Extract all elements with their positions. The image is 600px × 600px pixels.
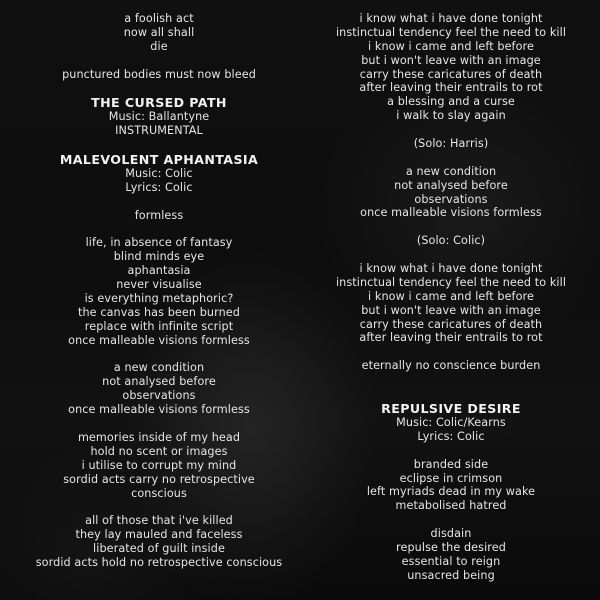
lyric-stanza [306, 359, 596, 373]
lyric-line: die [150, 39, 168, 53]
lyric-line: eternally no conscience burden [361, 359, 541, 373]
lyric-line: left myriads dead in my wake [366, 485, 536, 499]
lyric-line: formless [134, 208, 184, 222]
right-lyrics-column [306, 12, 596, 583]
song-header-repulsive-desire [306, 401, 596, 444]
lyric-line: sordid acts hold no retrospective conscious [35, 555, 283, 569]
lyric-line: eclipse in crimson [399, 471, 503, 485]
song-header-cursed-path [14, 95, 304, 138]
song-title: REPULSIVE DESIRE [381, 400, 521, 416]
lyric-stanza [14, 236, 304, 347]
lyric-line: branded side [413, 457, 489, 471]
song-title: THE CURSED PATH [91, 95, 227, 111]
lyric-line: liberated of guilt inside [93, 542, 225, 556]
lyric-stanza [306, 527, 596, 583]
lyric-line: aphantasia [127, 264, 191, 278]
lyric-line: a foolish act [124, 12, 194, 25]
lyric-line: after leaving their entrails to rot [359, 81, 543, 95]
lyric-line: i know what i have done tonight [359, 12, 543, 25]
lyric-stanza [14, 209, 304, 223]
lyric-stanza [306, 458, 596, 514]
lyric-line: hold no scent or images [90, 444, 228, 458]
lyric-line: punctured bodies must now bleed [62, 67, 256, 81]
solo-credit [306, 137, 596, 151]
lyric-line: the canvas has been burned [78, 305, 240, 319]
song-credit: Music: Colic/Kearns [396, 415, 506, 429]
solo-credit [306, 234, 596, 248]
lyric-line: i know what i have done tonight [359, 262, 543, 276]
lyric-stanza [14, 12, 304, 54]
lyric-line: (Solo: Colic) [416, 234, 486, 248]
song-credit: Music: Ballantyne [108, 110, 210, 124]
lyric-line: (Solo: Harris) [413, 137, 489, 151]
lyric-line: instinctual tendency feel the need to kill [335, 25, 567, 39]
lyric-stanza [306, 165, 596, 221]
lyric-line: carry these caricatures of death [359, 67, 543, 81]
lyric-line: conscious [131, 486, 187, 500]
lyric-line: i know i came and left before [368, 39, 534, 53]
lyric-line: but i won't leave with an image [361, 53, 541, 67]
lyric-line: i know i came and left before [368, 289, 534, 303]
lyric-line: instinctual tendency feel the need to kill [335, 275, 567, 289]
lyric-line: but i won't leave with an image [361, 303, 541, 317]
lyric-line: a new condition [405, 164, 497, 178]
lyric-line: sordid acts carry no retrospective [63, 472, 255, 486]
lyric-line: repulse the desired [396, 540, 506, 554]
lyric-line: once malleable visions formless [68, 403, 250, 417]
lyric-stanza [306, 12, 596, 123]
song-credit: Music: Colic [125, 167, 193, 181]
lyric-line: observations [122, 389, 196, 403]
lyric-stanza [14, 361, 304, 417]
lyric-line: once malleable visions formless [360, 206, 542, 220]
lyric-stanza [14, 68, 304, 82]
lyric-line: metabolised hatred [395, 499, 507, 513]
song-title: MALEVOLENT APHANTASIA [59, 152, 259, 168]
lyric-line: essential to reign [401, 554, 501, 568]
lyric-stanza [306, 262, 596, 345]
song-credit: Lyrics: Colic [125, 180, 193, 194]
lyric-line: i walk to slay again [396, 109, 506, 123]
lyric-line: a new condition [113, 361, 205, 375]
lyric-line: once malleable visions formless [68, 333, 250, 347]
lyric-line: never visualise [116, 278, 202, 292]
left-lyrics-column [14, 12, 304, 570]
lyric-line: observations [414, 192, 488, 206]
lyric-line: life, in absence of fantasy [85, 236, 233, 250]
lyric-stanza [14, 514, 304, 570]
lyric-line: carry these caricatures of death [359, 317, 543, 331]
lyric-line: disdain [430, 527, 472, 541]
lyric-line: is everything metaphoric? [84, 292, 234, 306]
lyric-line: not analysed before [102, 375, 216, 389]
lyric-line: all of those that i've killed [85, 514, 233, 528]
lyric-line: memories inside of my head [77, 430, 241, 444]
song-credit: Lyrics: Colic [417, 429, 485, 443]
lyric-line: not analysed before [394, 178, 508, 192]
lyric-line: i utilise to corrupt my mind [81, 458, 237, 472]
lyric-line: blind minds eye [113, 250, 205, 264]
lyric-stanza [14, 431, 304, 500]
song-credit: INSTRUMENTAL [115, 124, 203, 138]
lyric-line: unsacred being [407, 568, 495, 582]
lyric-line: they lay mauled and faceless [75, 528, 243, 542]
lyric-line: replace with infinite script [84, 319, 234, 333]
song-header-malevolent-aphantasia [14, 152, 304, 195]
lyric-line: after leaving their entrails to rot [359, 331, 543, 345]
lyric-line: a blessing and a curse [387, 95, 515, 109]
lyric-line: now all shall [123, 25, 195, 39]
